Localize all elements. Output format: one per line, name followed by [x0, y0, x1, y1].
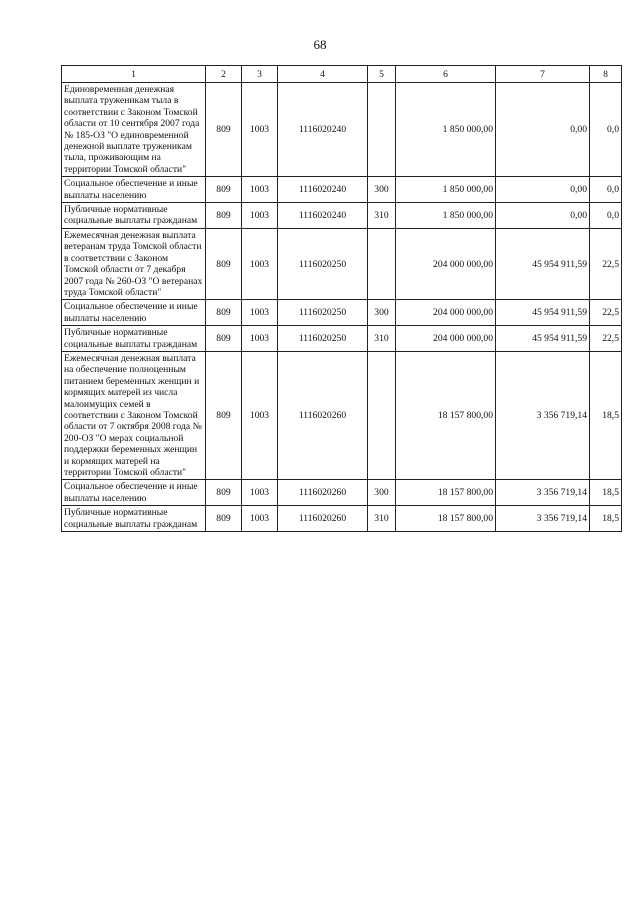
- row-col5-cell: 300: [368, 480, 396, 506]
- row-col4-cell: 1116020240: [278, 203, 368, 229]
- page-number: 68: [313, 37, 327, 52]
- row-col2-cell: 809: [206, 351, 242, 479]
- row-name-cell: Публичные нормативные социальные выплаты гражданам: [62, 506, 206, 532]
- row-name-cell: Социальное обеспечение и иные выплаты населению: [62, 177, 206, 203]
- table-row: [62, 203, 622, 229]
- row-name-cell: Ежемесячная денежная выплата ветеранам труда Томской области в соответствии с Законом Томской области от 7 декабря 2007 года № 260-ОЗ "О ветеранах труда Томской области": [62, 228, 206, 299]
- row-col3-cell: 1003: [242, 326, 278, 352]
- table-row: [62, 83, 622, 177]
- row-col4-cell: 1116020250: [278, 228, 368, 299]
- row-col6-cell: 204 000 000,00: [396, 326, 496, 352]
- table-header-row: [62, 66, 622, 83]
- row-col4-cell: 1116020260: [278, 480, 368, 506]
- row-col5-cell: 310: [368, 326, 396, 352]
- row-col5-cell: 310: [368, 203, 396, 229]
- table-row: [62, 228, 622, 299]
- row-col7-cell: 45 954 911,59: [496, 326, 590, 352]
- row-col2-cell: 809: [206, 326, 242, 352]
- row-col8-cell: 18,5: [590, 480, 622, 506]
- row-col6-cell: 1 850 000,00: [396, 203, 496, 229]
- row-col8-cell: 0,0: [590, 203, 622, 229]
- row-col8-cell: 0,0: [590, 83, 622, 177]
- row-col7-cell: 0,00: [496, 177, 590, 203]
- row-col3-cell: 1003: [242, 300, 278, 326]
- row-col4-cell: 1116020250: [278, 300, 368, 326]
- row-col7-cell: 45 954 911,59: [496, 228, 590, 299]
- row-col5-cell: 300: [368, 300, 396, 326]
- row-col8-cell: 22,5: [590, 300, 622, 326]
- row-col3-cell: 1003: [242, 480, 278, 506]
- row-col5-cell: 310: [368, 506, 396, 532]
- row-name-cell: Публичные нормативные социальные выплаты гражданам: [62, 326, 206, 352]
- row-name-cell: Социальное обеспечение и иные выплаты населению: [62, 480, 206, 506]
- row-col8-cell: 22,5: [590, 326, 622, 352]
- row-col3-cell: 1003: [242, 83, 278, 177]
- row-col2-cell: 809: [206, 83, 242, 177]
- row-col2-cell: 809: [206, 300, 242, 326]
- row-col6-cell: 1 850 000,00: [396, 177, 496, 203]
- row-col7-cell: 0,00: [496, 203, 590, 229]
- row-col6-cell: 18 157 800,00: [396, 351, 496, 479]
- row-col7-cell: 3 356 719,14: [496, 506, 590, 532]
- header-col-3: 3: [242, 66, 278, 83]
- row-col4-cell: 1116020260: [278, 506, 368, 532]
- budget-table: [61, 65, 622, 532]
- row-col2-cell: 809: [206, 506, 242, 532]
- row-col3-cell: 1003: [242, 228, 278, 299]
- row-col8-cell: 18,5: [590, 351, 622, 479]
- row-col5-cell: 300: [368, 177, 396, 203]
- row-col5-cell: [368, 351, 396, 479]
- table-row: [62, 326, 622, 352]
- header-col-5: 5: [368, 66, 396, 83]
- table-row: [62, 480, 622, 506]
- row-col2-cell: 809: [206, 480, 242, 506]
- row-col3-cell: 1003: [242, 177, 278, 203]
- row-col7-cell: 3 356 719,14: [496, 480, 590, 506]
- table-row: [62, 300, 622, 326]
- row-col3-cell: 1003: [242, 203, 278, 229]
- table-row: [62, 506, 622, 532]
- row-name-cell: Социальное обеспечение и иные выплаты населению: [62, 300, 206, 326]
- row-col8-cell: 18,5: [590, 506, 622, 532]
- row-col3-cell: 1003: [242, 351, 278, 479]
- row-name-cell: Публичные нормативные социальные выплаты гражданам: [62, 203, 206, 229]
- header-col-2: 2: [206, 66, 242, 83]
- header-col-7: 7: [496, 66, 590, 83]
- row-col5-cell: [368, 228, 396, 299]
- row-col4-cell: 1116020260: [278, 351, 368, 479]
- row-col4-cell: 1116020250: [278, 326, 368, 352]
- table-row: [62, 177, 622, 203]
- header-col-1: 1: [62, 66, 206, 83]
- row-col4-cell: 1116020240: [278, 83, 368, 177]
- row-col6-cell: 18 157 800,00: [396, 506, 496, 532]
- header-col-8: 8: [590, 66, 622, 83]
- row-col8-cell: 22,5: [590, 228, 622, 299]
- row-col6-cell: 18 157 800,00: [396, 480, 496, 506]
- row-col8-cell: 0,0: [590, 177, 622, 203]
- row-col5-cell: [368, 83, 396, 177]
- row-col4-cell: 1116020240: [278, 177, 368, 203]
- row-col6-cell: 204 000 000,00: [396, 300, 496, 326]
- row-col7-cell: 0,00: [496, 83, 590, 177]
- row-col2-cell: 809: [206, 203, 242, 229]
- row-name-cell: Единовременная денежная выплата труженикам тыла в соответствии с Законом Томской области от 10 сентября 2007 года № 185-ОЗ "О единовременной денежной выплате труженикам тыла, проживающим на территории Томской области": [62, 83, 206, 177]
- row-col3-cell: 1003: [242, 506, 278, 532]
- row-col2-cell: 809: [206, 228, 242, 299]
- row-col6-cell: 204 000 000,00: [396, 228, 496, 299]
- header-col-4: 4: [278, 66, 368, 83]
- row-col7-cell: 45 954 911,59: [496, 300, 590, 326]
- row-col6-cell: 1 850 000,00: [396, 83, 496, 177]
- row-col2-cell: 809: [206, 177, 242, 203]
- header-col-6: 6: [396, 66, 496, 83]
- row-col7-cell: 3 356 719,14: [496, 351, 590, 479]
- table-row: [62, 351, 622, 479]
- row-name-cell: Ежемесячная денежная выплата на обеспечение полноценным питанием беременных женщин и кормящих матерей из числа малоимущих семей в соответствии с Законом Томской области от 7 октября 2008 года № 200-ОЗ "О мерах социальной поддержки беременных женщин и кормящих матерей на территории Томской области": [62, 351, 206, 479]
